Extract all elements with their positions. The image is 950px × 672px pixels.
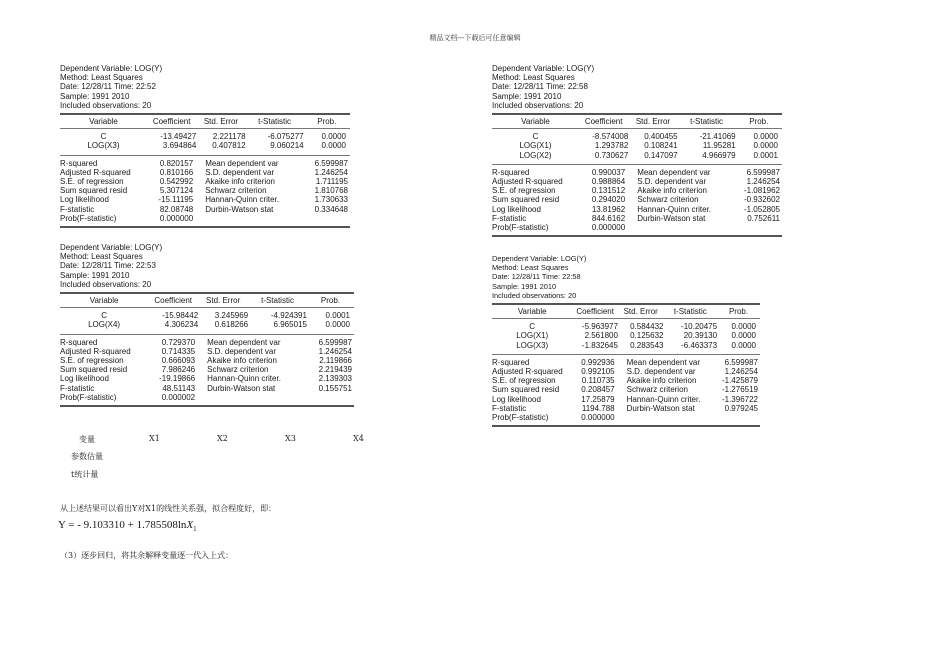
stats-row <box>60 159 350 168</box>
stats-cell: 0.988864 <box>591 177 626 187</box>
stats-table <box>492 358 760 422</box>
summary-header-x4: X4 <box>353 434 364 443</box>
output-meta <box>60 243 354 289</box>
stats-row <box>492 214 782 223</box>
coef-cell: C <box>532 132 539 142</box>
conclusion-text: 从上述结果可以看出Y对X1的线性关系强，拟合程度好，即： <box>60 504 277 513</box>
coef-cell: 4.306234 <box>164 320 199 330</box>
stats-row <box>60 384 354 393</box>
coef-row <box>492 331 760 340</box>
stats-cell: 844.6162 <box>591 213 626 223</box>
stats-cell: 2.219439 <box>318 365 352 375</box>
meta-line: Included observations: 20 <box>60 100 152 110</box>
stats-cell: -1.052805 <box>743 204 780 214</box>
stats-cell: 17.25879 <box>581 394 615 404</box>
coef-cell: -10.20475 <box>681 322 718 332</box>
stats-table <box>492 168 782 232</box>
thin-rule <box>60 155 350 156</box>
summary-row-estimates: 参数估量 <box>71 452 103 461</box>
output-meta <box>492 64 782 110</box>
stats-cell: F-statistic <box>60 204 95 214</box>
thin-rule <box>492 164 782 165</box>
coef-cell: 0.584432 <box>630 322 664 332</box>
coef-cell: 0.283543 <box>630 340 664 350</box>
stats-cell: -15.11195 <box>158 195 194 205</box>
stats-cell: Log likelihood <box>492 204 541 214</box>
coef-cell: 0.400455 <box>644 132 678 142</box>
coef-cell: 0.108241 <box>644 141 678 151</box>
stats-cell: 6.599987 <box>314 158 348 168</box>
stats-cell: S.E. of regression <box>492 376 556 386</box>
coef-header-cell: Variable <box>517 307 547 317</box>
stats-cell: Prob(F-statistic) <box>492 223 549 233</box>
coef-cell: 0.0000 <box>731 331 756 341</box>
stats-cell <box>201 393 307 402</box>
coef-cell: LOG(X3) <box>87 141 120 151</box>
coef-header-cell: Std. Error <box>623 307 658 317</box>
bottom-rule <box>60 405 354 407</box>
meta-line: Included observations: 20 <box>60 279 152 289</box>
stats-cell: Schwarz criterion <box>207 365 269 375</box>
stats-cell: Prob(F-statistic) <box>60 213 117 223</box>
thin-rule <box>60 334 354 335</box>
stats-cell: 0.542992 <box>159 177 194 187</box>
stats-cell <box>717 413 760 422</box>
meta-line: Date: 12/28/11 Time: 22:58 <box>492 82 588 92</box>
bottom-rule <box>492 235 782 237</box>
output-meta <box>60 64 350 110</box>
thin-rule <box>60 128 350 129</box>
summary-header-x2: X2 <box>217 434 228 443</box>
fitted-equation <box>58 519 197 533</box>
meta-line: Sample: 1991 2010 <box>60 91 130 101</box>
stats-cell: 0.294020 <box>591 195 626 205</box>
stats-row <box>492 376 760 385</box>
stats-cell: 2.139303 <box>318 374 352 384</box>
stats-cell: Akaike info criterion <box>637 186 707 196</box>
coef-row <box>60 311 354 320</box>
stats-cell: Sum squared resid <box>60 186 128 196</box>
equation-var: X <box>186 519 194 531</box>
stats-cell: -1.276519 <box>721 385 758 395</box>
regression-output-log-x1-x2 <box>492 64 782 237</box>
meta-line: Sample: 1991 2010 <box>492 281 557 291</box>
stats-cell <box>736 223 782 232</box>
stats-cell: 0.979245 <box>724 403 758 413</box>
coef-cell: 0.407812 <box>212 141 246 151</box>
stats-cell: Hannan-Quinn criter. <box>637 204 712 214</box>
stats-cell: Prob(F-statistic) <box>492 413 549 423</box>
stats-row <box>492 367 760 376</box>
coef-header-cell: Std. Error <box>203 117 239 127</box>
coef-header-row <box>60 294 354 307</box>
stats-table <box>60 159 350 223</box>
stats-cell: 0.990037 <box>591 167 626 177</box>
meta-line: Sample: 1991 2010 <box>60 270 130 280</box>
stats-cell: 0.714335 <box>161 346 196 356</box>
stats-cell: R-squared <box>492 167 530 177</box>
stats-row <box>60 168 350 177</box>
coef-table <box>60 294 354 330</box>
coef-cell: -5.963977 <box>581 322 618 332</box>
equation-sub: 1 <box>193 525 197 534</box>
thin-rule <box>492 318 760 319</box>
coef-cell: 11.95281 <box>702 141 736 151</box>
stats-cell: Hannan-Quinn criter. <box>626 394 701 404</box>
stats-row <box>492 168 782 177</box>
coef-table <box>60 115 350 151</box>
meta-line: Method: Least Squares <box>492 263 569 273</box>
output-meta <box>492 254 760 300</box>
coef-header-cell: Prob. <box>749 117 769 127</box>
stats-cell <box>199 214 303 223</box>
coef-cell: 2.561800 <box>584 331 618 341</box>
coef-row <box>492 132 782 141</box>
meta-line: Sample: 1991 2010 <box>492 91 562 101</box>
stats-row <box>60 347 354 356</box>
stats-cell: 2.119866 <box>319 356 352 366</box>
stats-cell: 0.334648 <box>314 204 348 214</box>
coef-row <box>60 320 354 329</box>
thin-rule <box>492 128 782 129</box>
stats-cell: S.D. dependent var <box>205 167 275 177</box>
coef-cell: 0.0001 <box>753 150 778 160</box>
coef-cell: -13.49427 <box>160 132 197 142</box>
stats-cell: 7.986246 <box>161 365 196 375</box>
stats-row <box>492 205 782 214</box>
stats-cell: 1.246254 <box>314 167 348 177</box>
summary-header-x3: X3 <box>285 434 296 443</box>
coef-cell: 0.0000 <box>321 141 346 151</box>
stats-cell: 1.246254 <box>724 367 758 377</box>
coef-cell: 0.618266 <box>214 320 249 330</box>
stats-cell: Sum squared resid <box>492 195 560 205</box>
coef-cell: LOG(X3) <box>516 340 549 350</box>
stats-cell <box>307 393 354 402</box>
stats-row <box>492 195 782 204</box>
coef-header-cell: t-Statistic <box>258 117 292 127</box>
coef-cell: 0.0000 <box>731 322 756 332</box>
coef-header-cell: t-Statistic <box>690 117 724 127</box>
stats-row <box>60 356 354 365</box>
stats-cell: 0.000000 <box>591 223 626 233</box>
stats-cell: -1.396722 <box>721 394 758 404</box>
stats-cell: Schwarz criterion <box>205 186 267 196</box>
coef-cell: 0.0000 <box>321 132 346 142</box>
coef-cell: 0.730627 <box>594 150 629 160</box>
stats-cell: Adjusted R-squared <box>492 367 563 377</box>
coef-cell: 0.125632 <box>630 331 664 341</box>
stats-cell: 1194.788 <box>581 403 615 413</box>
coef-header-cell: Coefficient <box>154 296 192 306</box>
thin-rule <box>60 307 354 308</box>
coef-cell: -4.924391 <box>270 311 307 321</box>
stats-cell: 6.599987 <box>746 167 780 177</box>
stats-cell: S.E. of regression <box>60 177 124 187</box>
stats-cell: 0.000000 <box>159 213 194 223</box>
stats-cell: Log likelihood <box>492 394 541 404</box>
stats-cell: Mean dependent var <box>637 167 711 177</box>
stats-row <box>60 338 354 347</box>
coef-cell: LOG(X1) <box>519 141 552 151</box>
coef-cell: C <box>100 132 107 142</box>
stats-cell: 0.820157 <box>159 158 194 168</box>
regression-output-log-x4 <box>60 243 354 407</box>
stats-cell: -19.19866 <box>159 374 196 384</box>
coef-header-cell: t-Statistic <box>261 296 294 306</box>
coef-header-cell: Variable <box>89 117 118 127</box>
coef-header-cell: t-Statistic <box>673 307 707 317</box>
coef-row <box>492 341 760 350</box>
meta-line: Date: 12/28/11 Time: 22:53 <box>60 261 156 271</box>
coef-cell: LOG(X1) <box>516 331 549 341</box>
stats-row <box>492 358 760 367</box>
coef-row <box>60 132 350 141</box>
coef-header-row <box>60 115 350 128</box>
coef-row <box>492 151 782 160</box>
coef-header-cell: Coefficient <box>576 307 614 317</box>
meta-line: Dependent Variable: LOG(Y) <box>60 64 163 73</box>
meta-line: Method: Least Squares <box>60 252 143 262</box>
coef-cell: C <box>529 322 536 332</box>
coef-cell: -15.98442 <box>162 311 199 321</box>
coef-header-cell: Prob. <box>320 296 341 306</box>
stats-cell: Schwarz criterion <box>626 385 688 395</box>
stats-cell: Akaike info criterion <box>207 356 277 366</box>
stats-cell: 0.000002 <box>161 392 196 402</box>
coef-table <box>492 115 782 160</box>
stats-cell: -0.932602 <box>743 195 780 205</box>
coef-cell: 0.0001 <box>325 311 350 321</box>
stats-cell: S.D. dependent var <box>626 367 696 377</box>
coef-header-cell: Coefficient <box>152 117 191 127</box>
stats-cell: 1.246254 <box>746 177 780 187</box>
coef-cell: 20.39130 <box>683 331 718 341</box>
stats-cell: 5.307124 <box>159 186 194 196</box>
coef-cell: 3.694864 <box>162 141 197 151</box>
equation-lhs: Y <box>58 519 66 531</box>
stats-cell: 0.131512 <box>591 186 626 196</box>
meta-line: Dependent Variable: LOG(Y) <box>492 64 595 73</box>
stats-cell: 48.51143 <box>162 383 196 393</box>
stats-cell: Sum squared resid <box>60 365 128 375</box>
coef-cell: 0.0000 <box>753 132 778 142</box>
stats-cell: Adjusted R-squared <box>60 346 131 356</box>
equation-rhs: = - 9.103310 + 1.785508ln <box>68 519 187 531</box>
stats-cell: F-statistic <box>60 383 95 393</box>
stats-cell: Prob(F-statistic) <box>60 392 117 402</box>
stats-row <box>492 413 760 422</box>
stats-cell: 0.110735 <box>581 376 615 386</box>
stats-row <box>492 186 782 195</box>
stats-cell: S.D. dependent var <box>637 177 707 187</box>
stats-cell: F-statistic <box>492 213 527 223</box>
stats-cell: 13.81962 <box>591 204 626 214</box>
stats-cell: 0.992105 <box>581 367 615 377</box>
stats-cell: Akaike info criterion <box>626 376 697 386</box>
stats-row <box>492 404 760 413</box>
stats-row <box>492 395 760 404</box>
stats-cell: 0.729370 <box>161 337 196 347</box>
stats-row <box>60 365 354 374</box>
coef-cell: -1.832645 <box>581 340 618 350</box>
stats-cell: -1.425879 <box>721 376 758 386</box>
coef-header-cell: Variable <box>89 296 119 306</box>
stats-cell: Durbin-Watson stat <box>637 213 706 223</box>
stats-cell: R-squared <box>492 357 530 367</box>
regression-output-log-x1-x3 <box>492 254 760 427</box>
stats-cell: Akaike info criterion <box>205 177 275 187</box>
stats-cell: Mean dependent var <box>207 337 281 347</box>
stats-cell: 1.711195 <box>315 177 348 187</box>
coef-cell: 1.293782 <box>594 141 629 151</box>
stats-cell: S.E. of regression <box>492 186 556 196</box>
stats-cell: 6.599987 <box>318 337 352 347</box>
stats-cell: Hannan-Quinn criter. <box>205 195 280 205</box>
coef-cell: 4.966979 <box>702 150 736 160</box>
coef-cell: 0.147097 <box>644 150 678 160</box>
stats-row <box>60 186 350 195</box>
stats-row <box>60 177 350 186</box>
meta-line: Date: 12/28/11 Time: 22:58 <box>492 272 581 282</box>
stats-cell: Mean dependent var <box>205 158 279 168</box>
coef-header-cell: Variable <box>521 117 550 127</box>
summary-header-x1: X1 <box>149 434 160 443</box>
stats-cell: R-squared <box>60 158 98 168</box>
coef-cell: LOG(X2) <box>519 150 552 160</box>
regression-output-log-x3 <box>60 64 350 228</box>
stats-cell: Log likelihood <box>60 374 109 384</box>
coef-cell: -6.075277 <box>267 132 304 142</box>
stats-cell: Hannan-Quinn criter. <box>207 374 281 384</box>
stats-row <box>60 195 350 204</box>
coef-header-cell: Prob. <box>728 307 749 317</box>
meta-line: Method: Least Squares <box>60 73 143 83</box>
stats-cell: Adjusted R-squared <box>492 177 563 187</box>
stats-cell: 6.599987 <box>724 357 758 367</box>
stats-cell: Mean dependent var <box>626 357 701 367</box>
coef-row <box>492 141 782 150</box>
stats-cell: 82.08748 <box>159 204 194 214</box>
stats-cell: Durbin-Watson stat <box>205 204 274 214</box>
coef-cell: 6.965015 <box>273 320 307 330</box>
bottom-rule <box>492 425 760 427</box>
coef-header-row <box>492 305 760 318</box>
stats-cell: 0.992936 <box>581 357 615 367</box>
stats-row <box>60 205 350 214</box>
coef-cell: 0.0000 <box>325 320 350 330</box>
stats-row <box>492 177 782 186</box>
coef-cell: -21.41069 <box>699 132 736 142</box>
stats-cell: Schwarz criterion <box>637 195 699 205</box>
stats-table <box>60 338 354 402</box>
meta-line: Included observations: 20 <box>492 100 584 110</box>
coef-cell: -6.463373 <box>681 340 718 350</box>
coef-header-row <box>492 115 782 128</box>
stats-cell: Sum squared resid <box>492 385 560 395</box>
summary-row-tstat: t统计量 <box>71 470 99 479</box>
step3-text: （3）逐步回归，将其余解释变量逐一代入上式： <box>60 551 234 560</box>
coef-cell: 2.221178 <box>212 132 246 142</box>
meta-line: Dependent Variable: LOG(Y) <box>492 254 587 263</box>
page-header: 精品文档---下载后可任意编辑 <box>429 34 521 42</box>
stats-cell: -1.081962 <box>743 186 780 196</box>
coef-cell: 3.245969 <box>214 311 249 321</box>
stats-cell: F-statistic <box>492 403 527 413</box>
coef-cell: LOG(X4) <box>88 320 121 330</box>
coef-cell: C <box>101 311 107 321</box>
stats-cell <box>304 214 350 223</box>
stats-cell: S.D. dependent var <box>207 346 277 356</box>
stats-cell: 1.810768 <box>314 186 348 196</box>
stats-row <box>492 223 782 232</box>
coef-cell: -8.574008 <box>592 132 629 142</box>
meta-line: Dependent Variable: LOG(Y) <box>60 243 163 252</box>
thin-rule <box>492 354 760 355</box>
stats-cell: Adjusted R-squared <box>60 167 131 177</box>
stats-cell: 0.666093 <box>161 356 196 366</box>
stats-cell: Log likelihood <box>60 195 109 205</box>
stats-cell <box>621 413 717 422</box>
meta-line: Date: 12/28/11 Time: 22:52 <box>60 82 156 92</box>
coef-header-cell: Coefficient <box>584 117 623 127</box>
stats-cell <box>631 223 735 232</box>
stats-row <box>60 374 354 383</box>
stats-cell: 0.208457 <box>581 385 615 395</box>
coef-table <box>492 305 760 350</box>
stats-cell: 1.730633 <box>314 195 348 205</box>
meta-line: Method: Least Squares <box>492 73 575 83</box>
coef-cell: 0.0000 <box>731 340 756 350</box>
stats-cell: R-squared <box>60 337 98 347</box>
stats-cell: 0.810166 <box>159 167 194 177</box>
coef-header-cell: Std. Error <box>206 296 241 306</box>
stats-cell: S.E. of regression <box>60 356 124 366</box>
stats-row <box>60 393 354 402</box>
stats-row <box>60 214 350 223</box>
summary-header-label: 变量 <box>79 435 95 444</box>
bottom-rule <box>60 226 350 228</box>
stats-cell: Durbin-Watson stat <box>626 403 695 413</box>
coef-header-cell: Std. Error <box>635 117 671 127</box>
meta-line: Included observations: 20 <box>492 290 577 300</box>
stats-cell: 0.752611 <box>747 213 780 223</box>
stats-cell: Durbin-Watson stat <box>207 383 276 393</box>
coef-cell: 9.060214 <box>270 141 304 151</box>
coef-cell: 0.0000 <box>753 141 778 151</box>
coef-row <box>60 141 350 150</box>
coef-header-cell: Prob. <box>317 117 337 127</box>
stats-cell: 0.000000 <box>581 413 615 423</box>
stats-row <box>492 385 760 394</box>
coef-row <box>492 322 760 331</box>
stats-cell: 1.246254 <box>318 346 352 356</box>
stats-cell: 0.155751 <box>318 383 352 393</box>
